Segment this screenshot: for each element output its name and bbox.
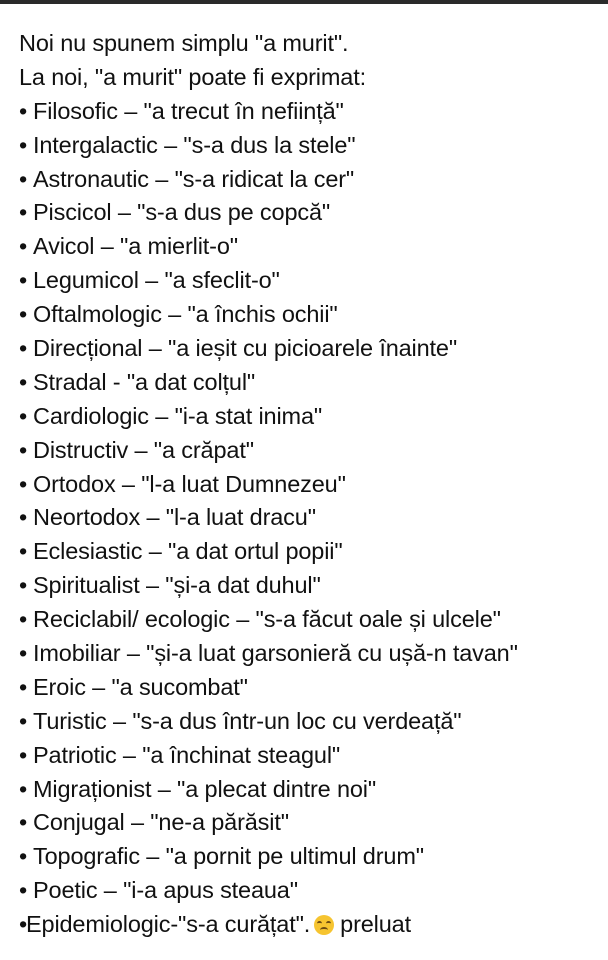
bullet: • bbox=[19, 402, 28, 429]
list-item bbox=[19, 298, 604, 332]
list-item-text: Eroic – "a sucombat" bbox=[33, 673, 248, 700]
list-item-text: Migraționist – "a plecat dintre noi" bbox=[33, 775, 377, 802]
list-item-text: Reciclabil/ ecologic – "s-a făcut oale și ulcele" bbox=[33, 606, 501, 633]
list-item bbox=[19, 637, 604, 671]
list-item-text: Astronautic – "s-a ridicat la cer" bbox=[33, 165, 355, 192]
list-item bbox=[19, 366, 604, 400]
list-item-text: Ortodox – "l-a luat Dumnezeu" bbox=[33, 470, 346, 497]
bullet: • bbox=[19, 301, 28, 328]
bullet: • bbox=[19, 335, 28, 362]
list-item bbox=[19, 129, 604, 163]
bullet: • bbox=[19, 368, 28, 395]
bullet: • bbox=[19, 911, 28, 938]
upside-down-face-icon bbox=[314, 915, 334, 935]
list-item-text: Imobiliar – "și-a luat garsonieră cu ușă-n tavan" bbox=[33, 640, 518, 667]
bullet: • bbox=[19, 538, 28, 565]
source-note: preluat bbox=[340, 911, 411, 938]
top-edge-bar bbox=[0, 0, 608, 4]
list-item-text: Neortodox – "l-a luat dracu" bbox=[33, 504, 316, 531]
list-item-text: Turistic – "s-a dus într-un loc cu verdeață" bbox=[33, 707, 462, 734]
list-item bbox=[19, 535, 604, 569]
intro-line-2: La noi, "a murit" poate fi exprimat: bbox=[19, 63, 366, 90]
bullet: • bbox=[19, 606, 28, 633]
list-item-text: Cardiologic – "i-a stat inima" bbox=[33, 402, 323, 429]
bullet: • bbox=[19, 131, 28, 158]
bullet: • bbox=[19, 843, 28, 870]
bullet: • bbox=[19, 470, 28, 497]
list-item bbox=[19, 230, 604, 264]
bullet: • bbox=[19, 707, 28, 734]
list-item-text: Stradal - "a dat colțul" bbox=[33, 368, 256, 395]
bullet: • bbox=[19, 775, 28, 802]
list-item-last bbox=[19, 908, 604, 942]
list-item-text: Piscicol – "s-a dus pe copcă" bbox=[33, 199, 331, 226]
list-item bbox=[19, 603, 604, 637]
list-item-text: Epidemiologic-"s-a curățat". bbox=[26, 911, 311, 938]
bullet: • bbox=[19, 640, 28, 667]
intro-line-1: Noi nu spunem simplu "a murit". bbox=[19, 30, 349, 56]
bullet: • bbox=[19, 572, 28, 599]
list-item bbox=[19, 806, 604, 840]
list-item bbox=[19, 773, 604, 807]
list-item-text: Legumicol – "a sfeclit-o" bbox=[33, 267, 280, 294]
bullet: • bbox=[19, 199, 28, 226]
list-item-text: Spiritualist – "și-a dat duhul" bbox=[33, 572, 321, 599]
bullet: • bbox=[19, 233, 28, 260]
list-item-text: Avicol – "a mierlit-o" bbox=[33, 233, 238, 260]
list-item bbox=[19, 705, 604, 739]
list-item-text: Filosofic – "a trecut în neființă" bbox=[33, 97, 344, 124]
list-item bbox=[19, 264, 604, 298]
list-item bbox=[19, 163, 604, 197]
list-item-text: Topografic – "a pornit pe ultimul drum" bbox=[33, 843, 424, 870]
list-item bbox=[19, 434, 604, 468]
list-item-text: Intergalactic – "s-a dus la stele" bbox=[33, 131, 356, 158]
list-item-text: Conjugal – "ne-a părăsit" bbox=[33, 809, 289, 836]
list-item bbox=[19, 569, 604, 603]
list-item-text: Patriotic – "a închinat steagul" bbox=[33, 741, 341, 768]
list-item-text: Direcțional – "a ieșit cu picioarele înainte" bbox=[33, 335, 458, 362]
list-item-text: Poetic – "i-a apus steaua" bbox=[33, 877, 298, 904]
list-item bbox=[19, 840, 604, 874]
list-item bbox=[19, 739, 604, 773]
list-item bbox=[19, 400, 604, 434]
bullet: • bbox=[19, 809, 28, 836]
bullet: • bbox=[19, 673, 28, 700]
list-item bbox=[19, 874, 604, 908]
bullet: • bbox=[19, 436, 28, 463]
list-item-text: Distructiv – "a crăpat" bbox=[33, 436, 254, 463]
bullet: • bbox=[19, 741, 28, 768]
list-item-text: Oftalmologic – "a închis ochii" bbox=[33, 301, 338, 328]
bullet: • bbox=[19, 97, 28, 124]
list-item bbox=[19, 671, 604, 705]
list-item bbox=[19, 196, 604, 230]
bullet: • bbox=[19, 504, 28, 531]
list-item-text: Eclesiastic – "a dat ortul popii" bbox=[33, 538, 343, 565]
euphemism-list bbox=[19, 95, 604, 908]
bullet: • bbox=[19, 165, 28, 192]
bullet: • bbox=[19, 267, 28, 294]
list-item bbox=[19, 468, 604, 502]
list-item bbox=[19, 501, 604, 535]
list-item bbox=[19, 95, 604, 129]
post-text bbox=[19, 27, 604, 942]
list-item bbox=[19, 332, 604, 366]
bullet: • bbox=[19, 877, 28, 904]
